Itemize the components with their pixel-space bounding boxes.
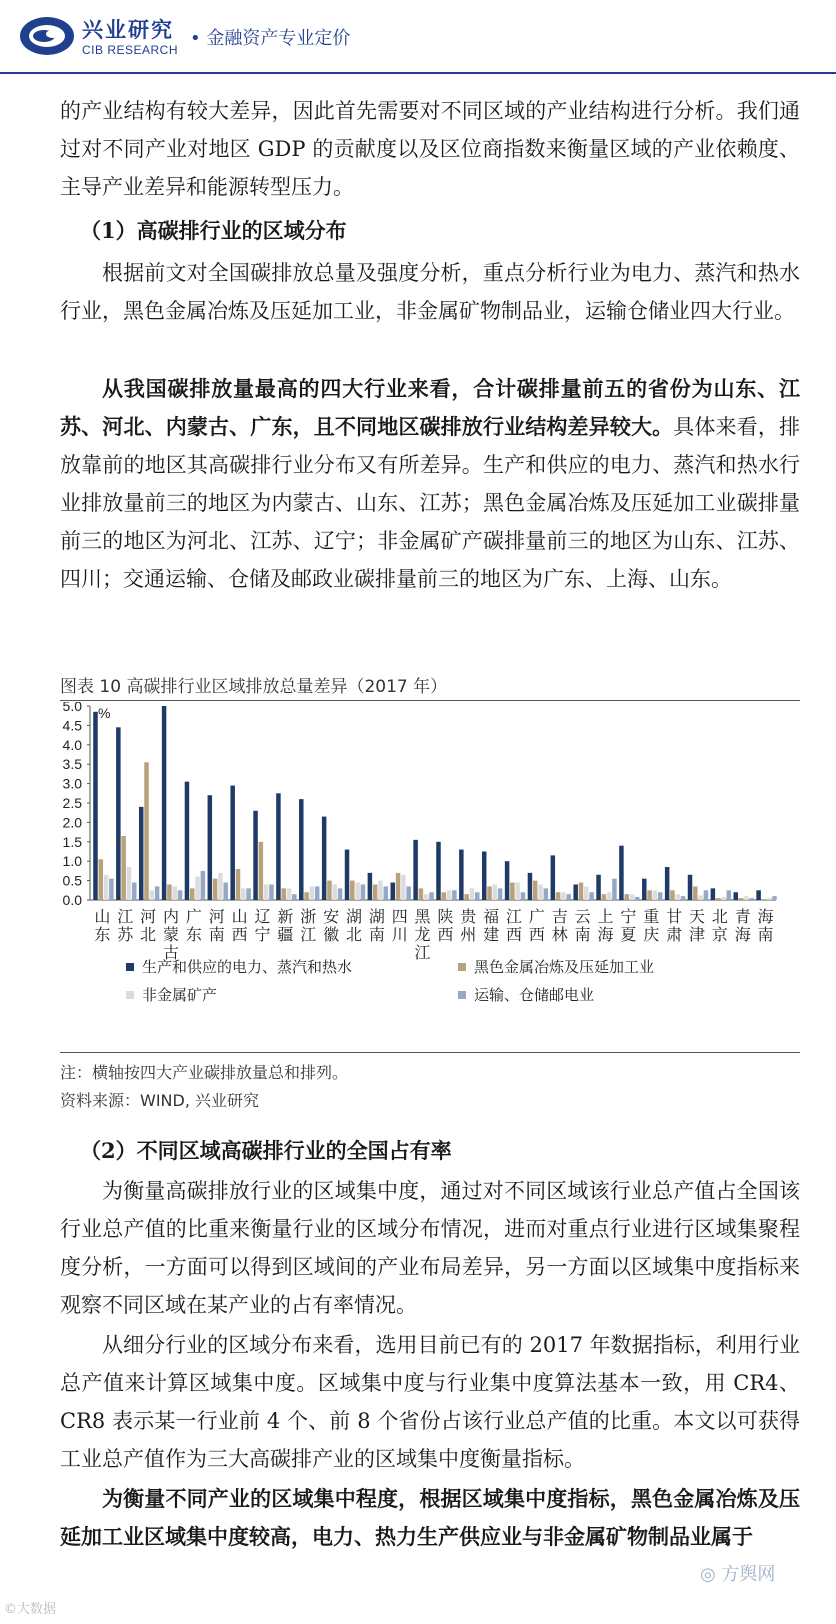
bar-s3-新疆 — [287, 888, 292, 900]
bar-s3-湖南 — [378, 881, 383, 900]
bar-s4-海南 — [772, 896, 777, 900]
paragraph-concentration-method: 为衡量高碳排放行业的区域集中度，通过对不同区域该行业总产值占全国该行业总产值的比重来衡量行业的区域分布情况，进而对重点行业进行区域集聚程度分析，一方面可以得到区域间的产业布局差异，另一方面以区域集中度指标来观察不同区域在某产业的占有率情况。 — [60, 1179, 800, 1317]
bar-s1-辽宁 — [253, 811, 257, 900]
x-category-label: 安徽 — [323, 907, 340, 944]
bar-s3-河南 — [218, 873, 223, 900]
bar-s2-重庆 — [647, 890, 652, 900]
bar-s3-四川 — [401, 875, 406, 900]
bar-s3-贵州 — [470, 888, 475, 900]
x-category-label: 江苏 — [117, 907, 134, 944]
bar-s1-安徽 — [322, 817, 327, 900]
report-header — [0, 0, 836, 72]
x-category-label: 吉林 — [551, 907, 568, 944]
y-tick-label: 4.5 — [62, 717, 82, 734]
bar-s3-黑龙江 — [424, 894, 429, 900]
paragraph-cr-indicators: 从细分行业的区域分布来看，选用目前已有的 2017 年数据指标，利用行业总产值来计算区域集中度。区域集中度与行业集中度算法基本一致，用 CR4、CR8 表示某一行业前 4 个、前 8 个省份占该行业总产值的比重。本文以可获得工业总产值作为三大高碳排产业的区域集中度衡量指标。 — [60, 1333, 800, 1471]
y-tick-label: 3.5 — [62, 756, 82, 773]
bar-s2-山西 — [236, 869, 241, 900]
bar-s1-福建 — [482, 852, 487, 901]
bar-s3-青海 — [744, 896, 749, 900]
bar-s3-江苏 — [127, 867, 132, 900]
paragraph-conclusion: 为衡量不同产业的区域集中程度，根据区域集中度指标，黑色金属冶炼及压延加工业区域集中度较高，电力、热力生产供应业与非金属矿物制品业属于 — [60, 1486, 800, 1549]
y-tick-label: 5.0 — [62, 702, 82, 714]
bar-s3-广东 — [195, 877, 200, 900]
bar-s4-宁夏 — [635, 897, 640, 900]
bar-s1-北京 — [711, 888, 716, 900]
bar-s1-贵州 — [459, 850, 464, 900]
bar-s3-江西 — [515, 883, 520, 900]
bar-s1-江西 — [505, 861, 510, 900]
bar-s1-宁夏 — [619, 846, 624, 900]
bar-s4-山西 — [246, 888, 251, 900]
section-heading-1: （1）高碳排行业的区域分布 — [80, 218, 347, 243]
bar-s1-广东 — [185, 782, 190, 900]
bar-s2-黑龙江 — [419, 888, 424, 900]
bar-s1-吉林 — [551, 855, 556, 900]
bar-s4-河北 — [155, 886, 160, 900]
bar-s1-江苏 — [116, 727, 121, 900]
paragraph-detail: 具体来看，排放靠前的地区其高碳排行业分布又有所差异。生产和供应的电力、蒸汽和热水行业排放量前三的地区为内蒙古、山东、江苏；黑色金属冶炼及压延加工业碳排量前三的地区为河北、江苏、辽宁；非金属矿产碳排量前三的地区为山东、江苏、四川；交通运输、仓储及邮政业碳排量前三的地区为广东、上海、山东。 — [60, 415, 801, 591]
x-category-label: 河北 — [140, 907, 157, 944]
x-category-label: 黑龙江 — [414, 907, 431, 962]
bar-s2-湖北 — [350, 881, 355, 900]
bar-s3-浙江 — [310, 886, 315, 900]
bar-s3-山西 — [241, 888, 246, 900]
figure-top-rule — [60, 700, 800, 701]
y-tick-label: 0.5 — [62, 872, 82, 889]
x-category-label: 江西 — [506, 907, 523, 944]
bar-s1-山西 — [230, 786, 235, 900]
y-tick-label: 3.0 — [62, 775, 82, 792]
bar-s2-江苏 — [121, 836, 126, 900]
legend-swatch — [458, 963, 466, 971]
bar-s3-山东 — [104, 875, 109, 900]
bar-s2-宁夏 — [624, 894, 629, 900]
bar-s4-贵州 — [475, 892, 480, 900]
y-tick-label: 2.5 — [62, 795, 82, 811]
x-category-label: 陕西 — [437, 907, 454, 944]
bar-s2-新疆 — [281, 888, 286, 900]
bar-s4-甘肃 — [681, 896, 686, 900]
bar-s4-广西 — [544, 888, 549, 900]
bar-s1-重庆 — [642, 879, 647, 900]
bar-s1-云南 — [573, 884, 578, 900]
bar-s1-黑龙江 — [413, 840, 418, 900]
bar-s4-天津 — [704, 890, 709, 900]
legend-label: 生产和供应的电力、蒸汽和热水 — [142, 958, 353, 976]
paragraph-regional-structure — [60, 370, 800, 598]
y-tick-label: 0.0 — [62, 892, 82, 908]
x-category-label: 广东 — [185, 907, 202, 944]
x-category-label: 青海 — [734, 907, 751, 944]
y-tick-label: 2.0 — [62, 814, 82, 831]
bar-s1-新疆 — [276, 793, 281, 900]
x-category-label: 广西 — [528, 907, 545, 944]
y-axis-unit-label: % — [98, 705, 111, 721]
bar-s3-广西 — [538, 884, 543, 900]
bar-s1-河南 — [208, 795, 213, 900]
bar-s2-青海 — [739, 898, 744, 900]
section-heading-2: （2）不同区域高碳排行业的全国占有率 — [80, 1138, 452, 1163]
bar-s2-北京 — [716, 898, 721, 900]
x-category-label: 四川 — [391, 907, 408, 944]
x-category-label: 河南 — [208, 907, 225, 944]
x-category-label: 山东 — [94, 907, 111, 944]
legend-swatch — [126, 963, 134, 971]
bar-s3-北京 — [721, 897, 726, 900]
bar-s3-安徽 — [333, 884, 338, 900]
bar-s1-广西 — [528, 873, 533, 900]
corner-watermark: ©大数据 — [4, 1602, 57, 1617]
legend-swatch — [126, 991, 134, 999]
x-category-label: 新疆 — [277, 907, 294, 944]
bar-s1-湖南 — [368, 873, 373, 900]
x-category-label: 湖南 — [368, 907, 385, 944]
bar-s3-云南 — [584, 886, 589, 900]
x-category-label: 甘肃 — [666, 907, 683, 944]
bar-s4-广东 — [201, 871, 206, 900]
bar-s4-云南 — [589, 892, 594, 900]
bar-s2-河南 — [213, 879, 218, 900]
bar-s1-河北 — [139, 807, 144, 900]
bar-s4-湖南 — [384, 886, 389, 900]
figure-note: 注：横轴按四大产业碳排放量总和排列。 — [60, 1063, 349, 1082]
bar-s2-云南 — [579, 883, 584, 900]
intro-paragraph: 的产业结构有较大差异，因此首先需要对不同区域的产业结构进行分析。我们通过对不同产业对地区 GDP 的贡献度以及区位商指数来衡量区域的产业依赖度、主导产业差异和能源转型压力。 — [60, 99, 800, 199]
bar-s2-海南 — [762, 899, 767, 900]
bar-s2-安徽 — [327, 881, 332, 900]
bar-s3-辽宁 — [264, 884, 269, 900]
figure-source: 资料来源：WIND, 兴业研究 — [60, 1091, 260, 1110]
bar-s4-河南 — [223, 883, 228, 900]
x-category-label: 重庆 — [643, 907, 660, 944]
bar-s4-福建 — [498, 888, 503, 900]
x-category-label: 海南 — [757, 907, 774, 944]
bar-s2-上海 — [602, 894, 607, 900]
bar-s2-广东 — [190, 888, 195, 900]
bar-s4-浙江 — [315, 886, 320, 900]
bar-s4-上海 — [612, 879, 617, 900]
cib-logo-icon — [18, 14, 76, 58]
bar-s3-上海 — [607, 892, 612, 900]
bar-s3-宁夏 — [630, 894, 635, 900]
bar-s1-青海 — [734, 892, 739, 900]
bar-s2-福建 — [487, 886, 492, 900]
bar-s2-内蒙古 — [167, 884, 172, 900]
bar-s4-江西 — [521, 892, 526, 900]
bar-s1-海南 — [756, 890, 761, 900]
x-category-label: 云南 — [574, 907, 591, 944]
bar-s3-海南 — [767, 898, 772, 900]
x-category-label: 宁夏 — [620, 907, 637, 944]
bar-s1-陕西 — [436, 842, 441, 900]
bar-s2-河北 — [144, 762, 149, 900]
bar-s2-广西 — [533, 881, 538, 900]
bar-s4-新疆 — [292, 894, 297, 900]
legend-swatch — [458, 991, 466, 999]
bar-s3-甘肃 — [676, 894, 681, 900]
bar-s4-四川 — [406, 886, 411, 900]
bar-s2-天津 — [693, 886, 698, 900]
legend-label: 运输、仓储邮电业 — [474, 986, 595, 1004]
bar-s4-湖北 — [361, 884, 366, 900]
bar-s4-安徽 — [338, 888, 343, 900]
bar-s1-甘肃 — [665, 867, 670, 900]
y-tick-label: 1.0 — [62, 853, 82, 870]
site-watermark: ◎ 方舆网 — [700, 1564, 776, 1585]
x-category-label: 辽宁 — [254, 907, 271, 944]
bar-s2-贵州 — [464, 894, 469, 900]
bar-s1-四川 — [391, 883, 396, 900]
legend-label: 非金属矿产 — [142, 986, 218, 1004]
bar-s4-山东 — [109, 879, 114, 900]
figure-caption: 图表 10 高碳排行业区域排放总量差异（2017 年） — [60, 677, 448, 697]
paragraph-bold-lead: 从我国碳排放量最高的四大行业来看，合计碳排量前五的省份为山东、江苏、河北、内蒙古、广东，且不同地区碳排放行业结构差异较大。 — [60, 376, 800, 439]
x-category-label: 上海 — [597, 907, 614, 944]
bar-s2-江西 — [510, 883, 514, 900]
bar-s2-浙江 — [304, 892, 309, 900]
emission-bar-chart — [48, 702, 788, 1050]
bar-s3-天津 — [698, 895, 703, 900]
bar-s1-上海 — [596, 875, 601, 900]
x-category-label: 贵州 — [460, 907, 477, 944]
x-category-label: 湖北 — [345, 907, 362, 944]
brand-name: 兴业研究 — [82, 18, 174, 42]
bar-s2-陕西 — [442, 892, 447, 900]
bar-s3-吉林 — [561, 892, 566, 900]
bar-s3-陕西 — [447, 890, 452, 900]
bar-s4-黑龙江 — [429, 892, 434, 900]
header-divider — [0, 72, 836, 74]
figure-bottom-rule — [60, 1052, 800, 1053]
bar-s2-吉林 — [556, 892, 561, 900]
bar-s1-山东 — [93, 712, 98, 900]
bar-s3-河北 — [150, 890, 155, 900]
bar-s4-辽宁 — [269, 884, 274, 900]
brand-name-english: CIB RESEARCH — [82, 43, 179, 57]
x-category-label: 内蒙古 — [163, 907, 180, 962]
paragraph-key-industries: 根据前文对全国碳排放总量及强度分析，重点分析行业为电力、蒸汽和热水行业，黑色金属冶炼及压延加工业，非金属矿物制品业，运输仓储业四大行业。 — [60, 261, 800, 323]
bar-s2-湖南 — [373, 884, 378, 900]
x-category-label: 福建 — [483, 907, 500, 944]
x-category-label: 北京 — [711, 907, 728, 944]
bar-s3-重庆 — [653, 890, 658, 900]
bar-s3-湖北 — [355, 883, 360, 900]
bar-s1-湖北 — [345, 850, 350, 900]
bar-s3-内蒙古 — [172, 886, 177, 900]
x-category-label: 山西 — [231, 907, 248, 944]
bar-s2-山东 — [99, 859, 104, 900]
bar-s4-江苏 — [132, 883, 137, 900]
y-tick-label: 4.0 — [62, 736, 82, 753]
bar-s2-甘肃 — [670, 890, 675, 900]
bar-s2-辽宁 — [259, 842, 264, 900]
legend-label: 黑色金属冶炼及压延加工业 — [474, 958, 655, 976]
bar-s1-内蒙古 — [162, 706, 167, 900]
bar-s1-天津 — [688, 875, 693, 900]
x-category-label: 浙江 — [300, 907, 317, 944]
bar-s2-四川 — [396, 873, 401, 900]
bar-s3-福建 — [493, 884, 498, 900]
bar-s4-吉林 — [566, 894, 571, 900]
header-tagline: • 金融资产专业定价 — [190, 28, 351, 49]
bar-s4-内蒙古 — [178, 890, 183, 900]
bar-s4-重庆 — [658, 892, 663, 900]
x-category-label: 天津 — [688, 907, 705, 944]
bar-s4-北京 — [727, 890, 732, 900]
y-tick-label: 1.5 — [62, 833, 82, 850]
bar-s4-青海 — [749, 898, 754, 900]
bar-s4-陕西 — [452, 890, 457, 900]
bar-s1-浙江 — [299, 799, 304, 900]
